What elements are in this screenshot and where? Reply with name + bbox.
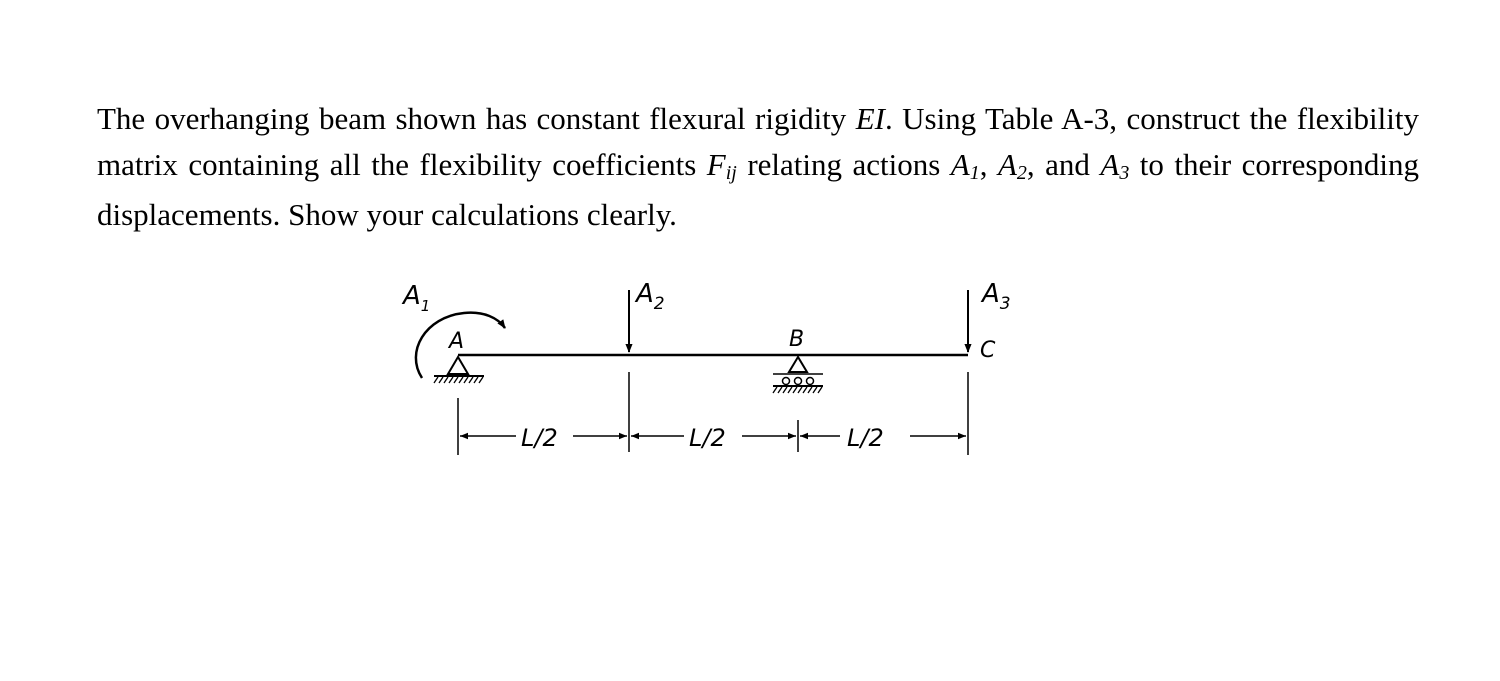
span-label-bc: L/2 (847, 424, 884, 452)
action-a3-symbol: A3 (1100, 147, 1130, 184)
action-a3-label: $A_3$ (982, 279, 1011, 314)
flexibility-coefficient-symbol: Fij (706, 147, 737, 184)
pin-support-a (434, 357, 484, 383)
action-a1-symbol: A1 (950, 147, 980, 184)
point-a-label: A (449, 329, 465, 354)
span-label-ab-right: L/2 (689, 424, 726, 452)
action-a2-symbol: A2 (997, 147, 1027, 184)
action-a1-label: $A_1$ (403, 281, 431, 315)
problem-text-2: . Using Table A-3, construct the flexibility matrix containing all the flexibility coefficients (97, 101, 1420, 182)
action-a2-label: $A_2$ (636, 279, 665, 314)
roller-support-b (773, 357, 823, 393)
problem-text-4: to their corresponding displacements. Show your calculations clearly. (97, 147, 1420, 232)
problem-text-3: relating actions (736, 147, 951, 182)
problem-text-1: The overhanging beam shown has constant flexural rigidity (97, 101, 856, 136)
point-b-label: B (789, 327, 805, 352)
point-c-label: C (980, 338, 996, 363)
flexural-rigidity-symbol: EI (855, 101, 885, 136)
span-label-ab-left: L/2 (521, 424, 558, 452)
problem-statement: The overhanging beam shown has constant flexural rigidity EI. Using Table A-3, construct the flexibility matrix containing all the flexibility coefficients Fij relating actions A1, A2, and A3 to their corresponding displacements. Show your calculations clearly. (97, 101, 1420, 232)
